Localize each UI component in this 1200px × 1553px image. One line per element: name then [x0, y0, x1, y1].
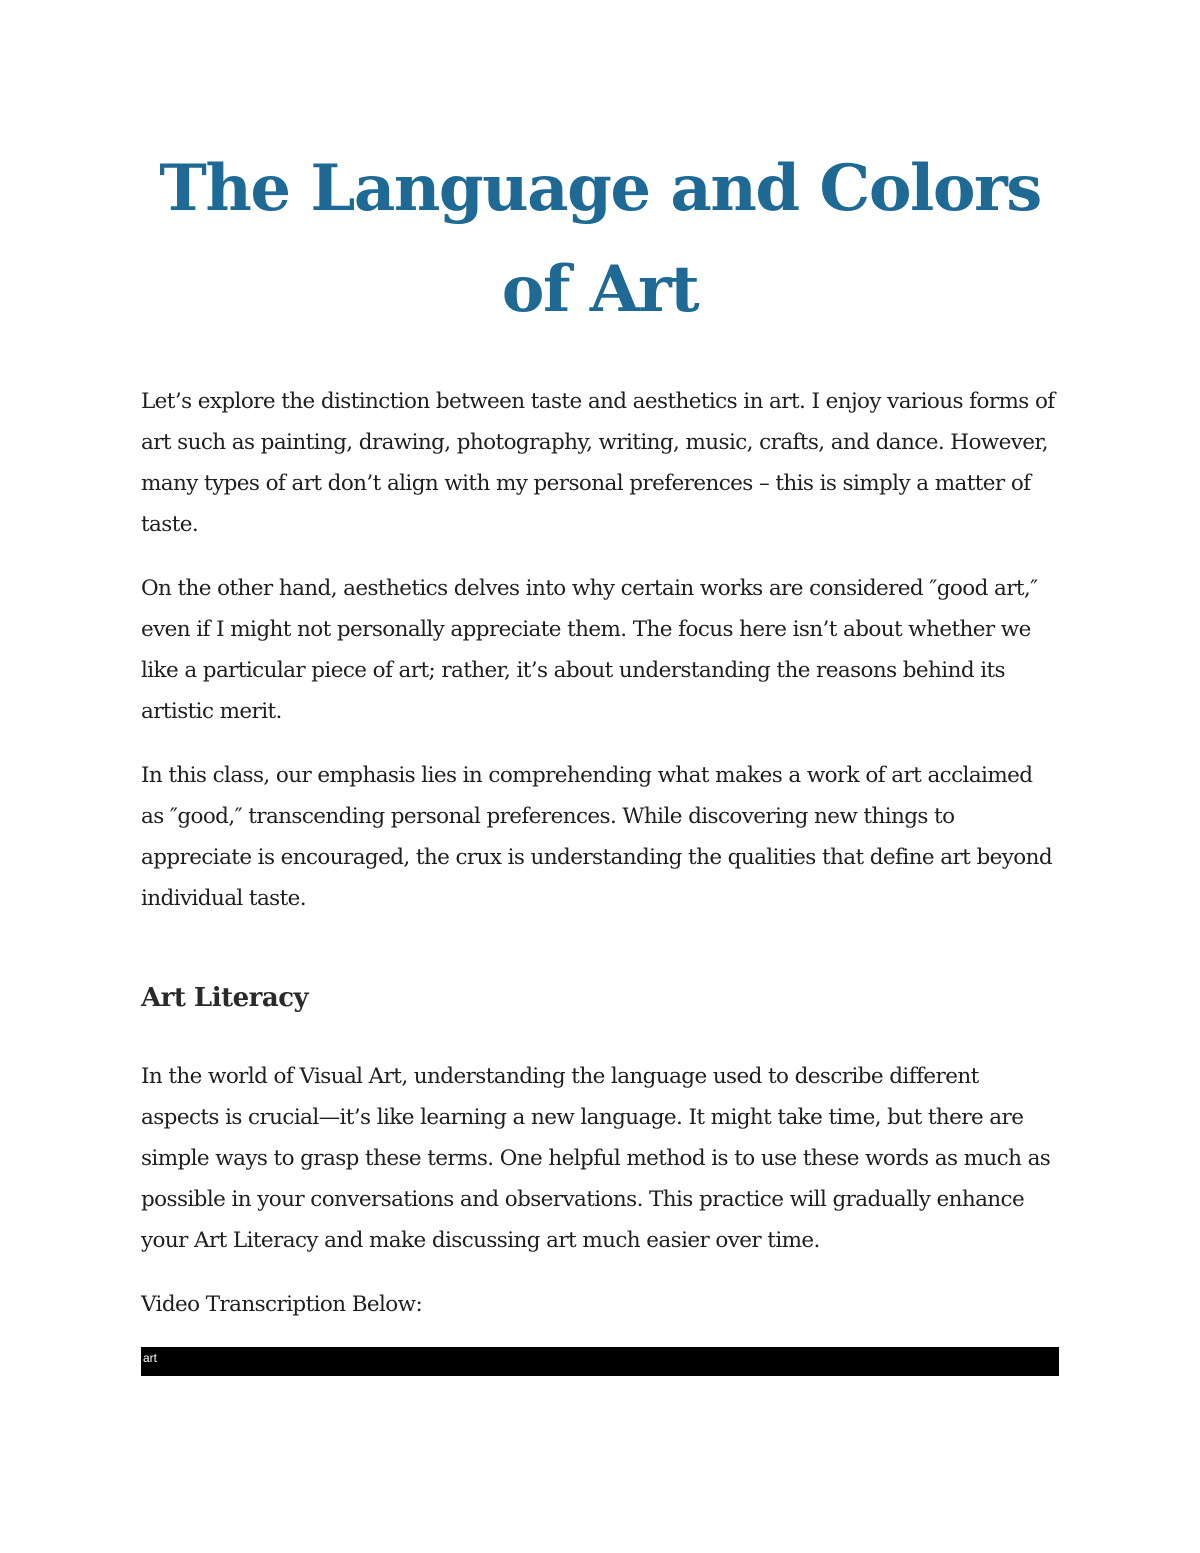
section-heading-art-literacy: Art Literacy: [141, 983, 309, 1013]
intro-paragraph-taste: Let’s explore the distinction between taste and aesthetics in art. I enjoy various forms of art such as painting, drawing, photography, writing, music, crafts, and dance. However, many types of art don’t align with my personal preferences – this is simply a matter of taste.: [141, 389, 1055, 537]
document-content: [141, 138, 1059, 1376]
document-title: The Language and Colors of Art: [159, 151, 1041, 327]
video-embed-title: art: [143, 1351, 158, 1365]
intro-paragraph-aesthetics: On the other hand, aesthetics delves into why certain works are considered ″good art,″ even if I might not personally appreciate them. The focus here isn’t about whether we like a particular piece of art; rather, it’s about understanding the reasons behind its artistic merit.: [141, 576, 1038, 724]
video-embed-bar[interactable]: [141, 1347, 1059, 1376]
art-literacy-paragraph: In the world of Visual Art, understanding the language used to describe different aspects is crucial—it’s like learning a new language. It might take time, but there are simple ways to grasp these terms. One helpful method is to use these words as much as possible in your conversations and observations. This practice will gradually enhance your Art Literacy and make discussing art much easier over time.: [141, 1064, 1051, 1253]
video-transcription-label: Video Transcription Below:: [141, 1292, 423, 1317]
intro-paragraph-class-emphasis: In this class, our emphasis lies in comprehending what makes a work of art acclaimed as ″good,″ transcending personal preferences. While discovering new things to appreciate is encouraged, the crux is understanding the qualities that define art beyond individual taste.: [141, 763, 1053, 911]
